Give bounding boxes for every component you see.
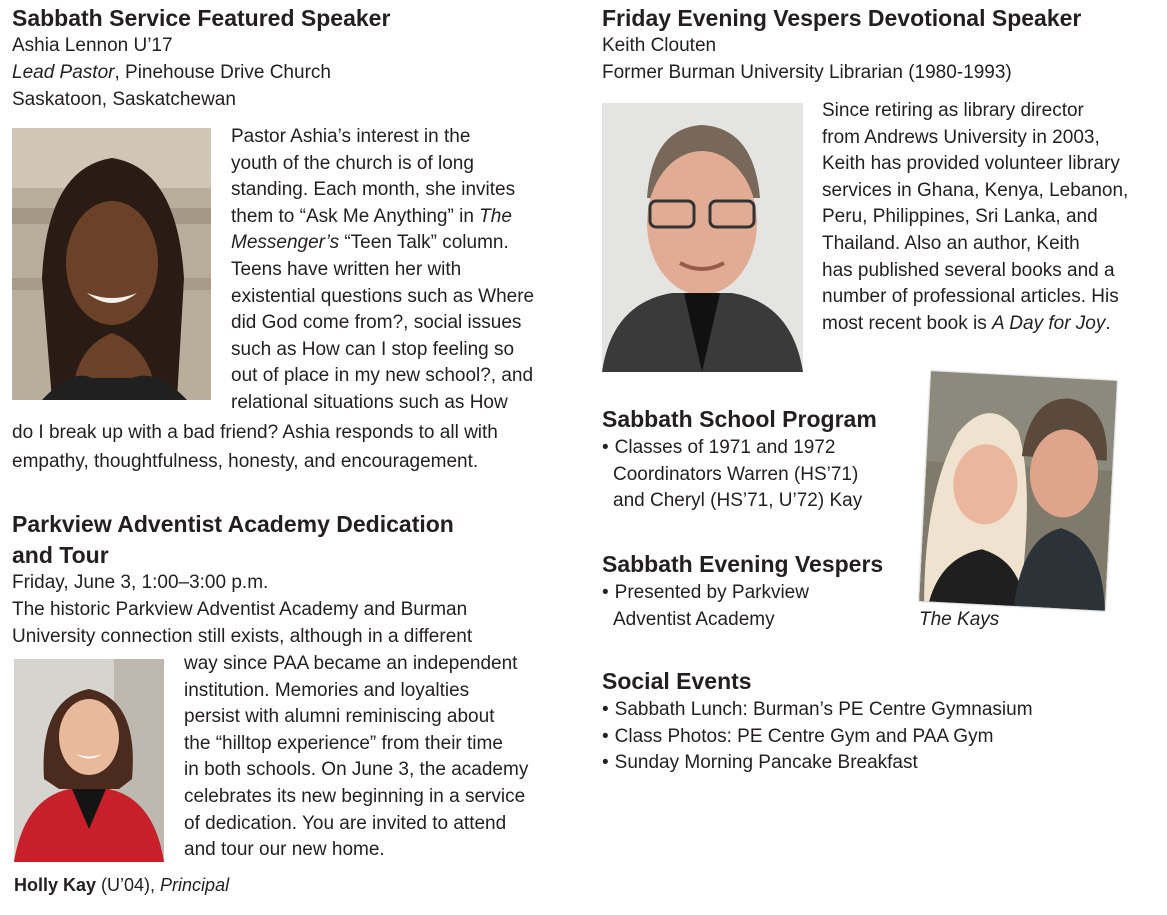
speaker-city: Saskatoon, Saskatchewan (12, 89, 236, 110)
vespers-name: Keith Clouten (602, 35, 717, 56)
holly-caption-year: (U’04), (96, 875, 161, 895)
speaker-bio-line-10: out of place in my new school?, and (231, 365, 534, 387)
vespers-bio-1: Since retiring as library director (822, 100, 1084, 121)
speaker-bio-line-4 (231, 204, 534, 231)
holly-caption-role: Principal (160, 875, 230, 895)
academy-text-wrap (184, 651, 528, 864)
social-list (602, 697, 1033, 777)
academy-text-9: of dedication. You are invited to attend (184, 812, 507, 834)
school-line-2: Coordinators Warren (HS’71) (613, 463, 859, 485)
academy-text-5: persist with alumni reminiscing about (184, 706, 495, 728)
academy-text-8: celebrates its new beginning in a service (184, 785, 526, 807)
social-item-1: • Sabbath Lunch: Burman’s PE Centre Gymnasium (602, 697, 1033, 724)
academy-text-6: the “hilltop experience” from their time (184, 732, 503, 754)
academy-heading-2: and Tour (12, 542, 109, 568)
ashia-photo (12, 128, 211, 400)
speaker-role-title: Lead Pastor (12, 62, 115, 83)
vespers-bio-5: Peru, Philippines, Sri Lanka, and (822, 206, 1098, 228)
school-line-1: • Classes of 1971 and 1972 (602, 435, 862, 462)
school-heading: Sabbath School Program (602, 406, 877, 432)
academy-text-4: institution. Memories and loyalties (184, 679, 470, 701)
speaker-role (12, 60, 331, 87)
vespers-bio-2: from Andrews University in 2003, (822, 126, 1100, 148)
academy-text-7: in both schools. On June 3, the academy (184, 759, 529, 781)
evening-list (602, 580, 809, 633)
speaker-bio-line-13: empathy, thoughtfulness, honesty, and encouragement. (12, 451, 479, 472)
vespers-book-end: . (1105, 312, 1111, 334)
academy-text-1: The historic Parkview Adventist Academy and Burman (12, 599, 468, 620)
speaker-name: Ashia Lennon U’17 (12, 35, 173, 56)
speaker-bio-line-4a: them to “Ask Me Anything” in (231, 205, 480, 227)
kays-caption: The Kays (919, 609, 1000, 630)
vespers-bio-wrap (822, 98, 1128, 337)
speaker-bio-line-11: relational situations such as How (231, 391, 508, 413)
academy-text-2: University connection still exists, although in a different (12, 626, 473, 647)
social-item-3: • Sunday Morning Pancake Breakfast (602, 750, 1033, 777)
speaker-bio-line-6: Teens have written her with (231, 258, 462, 280)
speaker-bio-line-5b: “Teen Talk” column. (339, 232, 509, 254)
speaker-bio-line-7: existential questions such as Where (231, 285, 535, 307)
vespers-book: A Day for Joy (992, 312, 1106, 334)
vespers-bio-7: has published several books and a (822, 259, 1115, 281)
speaker-role-place: , Pinehouse Drive Church (114, 62, 331, 83)
kays-photo (919, 371, 1117, 610)
evening-line-1: • Presented by Parkview (602, 580, 809, 607)
speaker-bio-line-1: Pastor Ashia’s interest in the (231, 126, 471, 147)
speaker-bio-messenger: Messenger’s (231, 232, 340, 254)
speaker-bio-line-2: youth of the church is of long (231, 152, 474, 174)
speaker-bio-line-5 (231, 230, 534, 257)
speaker-bio-wrap (231, 124, 534, 417)
vespers-bio-3: Keith has provided volunteer library (822, 153, 1120, 175)
academy-text-10: and tour our new home. (184, 839, 385, 861)
academy-text-3: way since PAA became an independent (184, 653, 518, 674)
vespers-bio-8: number of professional articles. His (822, 286, 1119, 308)
speaker-bio-line-9: such as How can I stop feeling so (231, 338, 515, 360)
vespers-role: Former Burman University Librarian (1980-1993) (602, 62, 1012, 83)
social-item-2: • Class Photos: PE Centre Gym and PAA Gym (602, 724, 1033, 751)
vespers-heading: Friday Evening Vespers Devotional Speaker (602, 5, 1082, 31)
school-list (602, 435, 862, 515)
holly-caption (14, 872, 229, 899)
vespers-bio-9a: most recent book is (822, 312, 993, 334)
speaker-bio-line-3: standing. Each month, she invites (231, 179, 516, 201)
holly-photo (14, 659, 164, 862)
vespers-bio-9 (822, 311, 1128, 338)
academy-heading-1: Parkview Adventist Academy Dedication (12, 511, 454, 537)
school-line-3: and Cheryl (HS’71, U’72) Kay (613, 490, 863, 512)
holly-caption-name: Holly Kay (14, 875, 97, 895)
vespers-bio-4: services in Ghana, Kenya, Lebanon, (822, 179, 1129, 201)
vespers-bio-6: Thailand. Also an author, Keith (822, 232, 1080, 254)
speaker-bio-line-12: do I break up with a bad friend? Ashia responds to all with (12, 422, 498, 443)
evening-line-2: Adventist Academy (613, 608, 775, 630)
academy-when: Friday, June 3, 1:00–3:00 p.m. (12, 572, 269, 593)
speaker-heading: Sabbath Service Featured Speaker (12, 5, 391, 31)
keith-photo (602, 103, 803, 372)
social-heading: Social Events (602, 668, 752, 694)
speaker-bio-the: The (479, 205, 512, 227)
evening-heading: Sabbath Evening Vespers (602, 551, 884, 577)
speaker-bio-line-8: did God come from?, social issues (231, 312, 522, 334)
